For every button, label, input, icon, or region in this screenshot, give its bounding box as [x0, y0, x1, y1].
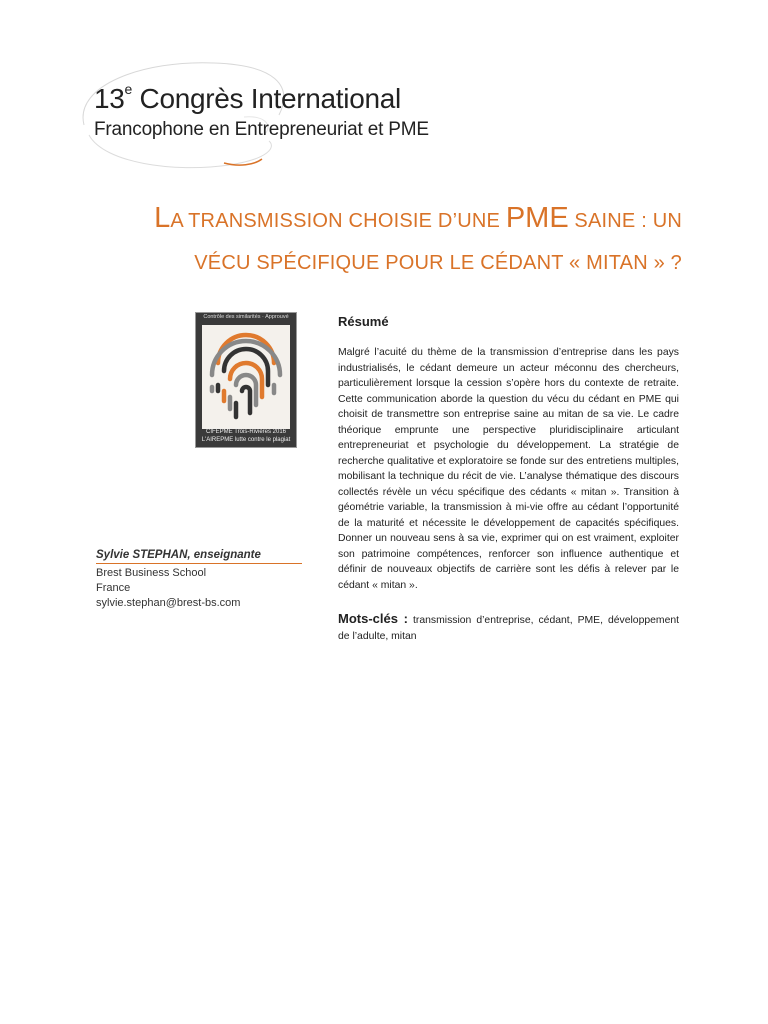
abstract-heading: Résumé [338, 314, 389, 329]
plagiarism-stamp [195, 312, 297, 448]
title-line-1: LA TRANSMISSION CHOISIE D’UNE PME SAINE : UN [154, 202, 682, 234]
author-block [96, 549, 302, 611]
author-name: Sylvie STEPHAN, enseignante [96, 549, 302, 564]
title-line-2: VÉCU SPÉCIFIQUE POUR LE CÉDANT « MITAN » ? [194, 252, 682, 274]
congress-logo [64, 55, 444, 175]
keywords [338, 611, 679, 644]
stamp-bottom-text: CIFEPME Trois-Rivières 2016 L'AIREPME lutte contre le plagiat [201, 429, 291, 443]
author-email[interactable]: sylvie.stephan@brest-bs.com [96, 597, 241, 609]
author-school: Brest Business School [96, 567, 207, 579]
paper-title [60, 198, 682, 283]
abstract-body: Malgré l’acuité du thème de la transmission d’entreprise dans les pays industrialisés, le cédant demeure un acteur méconnu des chercheurs, particulièrement lorsque la cession s’opère hors du contexte de retraite. Cette communication aborde la question du vécu du cédant en PME qui choisit de transmettre son entreprise saine au mitan de sa vie. Le cadre théorique emprunte une perspective pluridisciplinaire articulant entrepreneuriat et psychologie du développement. La stratégie de recherche qualitative et exploratoire se fonde sur des entretiens multiples, mobilisant la technique du récit de vie. L’analyse thématique des discours collectés révèle un vécu spécifique des cédants « mitan ». Transition à géométrie variable, la transmission à mi-vie offre au cédant l’opportunité de la maturité et nécessite le développement de capacités spécifiques. Donner un nouveau sens à sa vie, exprimer qui on est vraiment, exploiter son patrimoine compétences, renforcer son influence authentique et définir de nouveaux objectifs de carrière sont les défis à relever par le cédant « mitan ». [338, 347, 679, 591]
keywords-list: transmission d’entreprise, cédant, PME, développement de l’adulte, mitan [338, 615, 680, 642]
stamp-top-text: Contrôle des similarités · Approuvé [203, 314, 289, 320]
logo-swoosh-graphic [64, 55, 444, 175]
logo-title: 13e Congrès International [94, 81, 401, 114]
logo-subtitle: Francophone en Entrepreneuriat et PME [94, 119, 429, 140]
author-country: France [96, 582, 131, 594]
abstract-section [338, 314, 679, 644]
keywords-label: Mots-clés : [338, 611, 409, 626]
fingerprint-icon [202, 325, 290, 429]
